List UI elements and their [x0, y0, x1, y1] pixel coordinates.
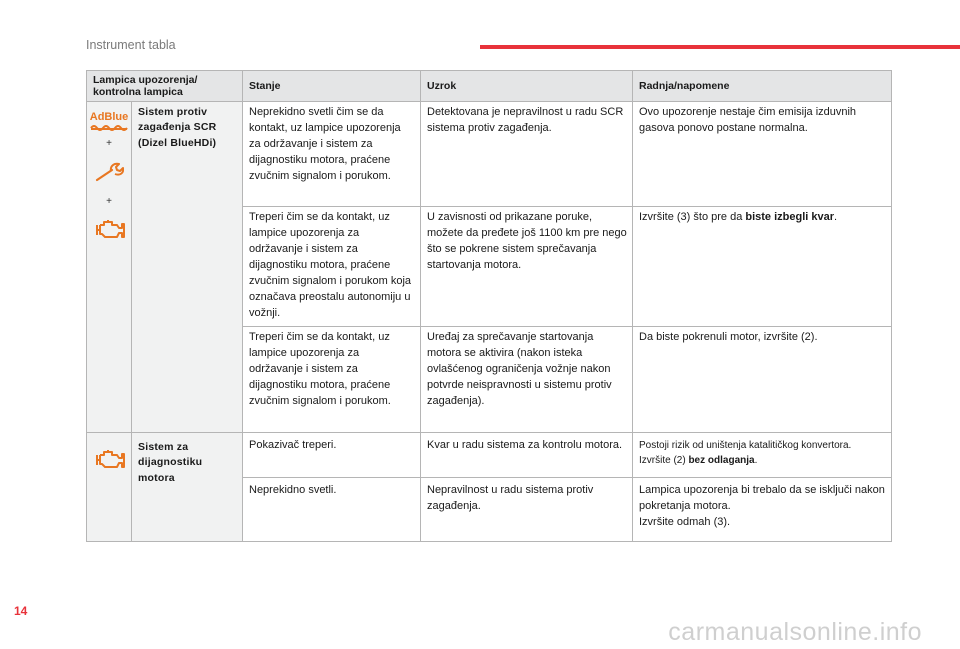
- cell-uzrok: U zavisnosti od prikazane poruke, možete da pređete još 1100 km pre nego što se pokrene sistem sprečavanja startovanja motora.: [421, 207, 633, 327]
- column-header-lamp: Lampica upozorenja/ kontrolna lampica: [87, 71, 243, 102]
- system-label-scr-text: Sistem protiv zagađenja SCR (Dizel BlueHDi): [138, 106, 217, 149]
- table-header-row: [87, 71, 892, 102]
- radnja-line: Postoji rizik od uništenja katalitičkog konvertora.: [639, 440, 852, 452]
- plus-sign: +: [106, 138, 112, 150]
- icon-cell-scr: [87, 102, 132, 433]
- radnja-text-end: .: [834, 211, 838, 224]
- adblue-text: AdBlue: [89, 111, 129, 124]
- cell-radnja: [633, 207, 892, 327]
- system-label-diagnostics-text: Sistem za dijagnostiku motora: [138, 441, 203, 484]
- cell-radnja: Da biste pokrenuli motor, izvršite (2).: [633, 327, 892, 433]
- header-accent-bar: [480, 45, 960, 49]
- radnja-text: Izvršite (3) što pre da: [639, 211, 746, 224]
- plus-sign: +: [106, 196, 112, 208]
- system-label-scr: [132, 102, 243, 433]
- column-header-uzrok: Uzrok: [421, 71, 633, 102]
- table-row: [87, 102, 892, 207]
- radnja-emphasis: biste izbegli kvar: [745, 211, 835, 224]
- watermark: carmanualsonline.info: [668, 618, 922, 646]
- cell-uzrok: Kvar u radu sistema za kontrolu motora.: [421, 433, 633, 478]
- cell-radnja: [633, 478, 892, 542]
- engine-check-icon: [92, 217, 126, 247]
- cell-uzrok: Uređaj za sprečavanje startovanja motora se aktivira (nakon isteka ovlašćenog ograničenja vožnje nakon potvrde neispravnosti u sistemu protiv zagađenja).: [421, 327, 633, 433]
- engine-check-icon: [92, 447, 126, 477]
- cell-radnja: Ovo upozorenje nestaje čim emisija izduvnih gasova ponovo postane normalna.: [633, 102, 892, 207]
- service-wrench-icon: [94, 161, 124, 189]
- radnja-line: Lampica upozorenja bi trebalo da se isključi nakon pokretanja motora.: [639, 484, 885, 513]
- radnja-emphasis: bez odlaganja: [688, 455, 755, 467]
- page-section-title: Instrument tabla: [86, 38, 176, 52]
- cell-stanje: Treperi čim se da kontakt, uz lampice upozorenja za održavanje i sistem za dijagnostiku motora, praćene zvučnim signalom i porukom.: [243, 327, 421, 433]
- warning-lamps-table: [86, 70, 892, 542]
- radnja-line: [639, 453, 886, 468]
- adblue-icon: [90, 112, 129, 131]
- adblue-waves-icon: [90, 123, 129, 131]
- cell-stanje: Treperi čim se da kontakt, uz lampice upozorenja za održavanje i sistem za dijagnostiku motora, praćene zvučnim signalom i porukom koja označava preostalu autonomiju u vožnji.: [243, 207, 421, 327]
- radnja-text-end: .: [754, 455, 758, 467]
- cell-stanje: Neprekidno svetli čim se da kontakt, uz lampice upozorenja za održavanje i sistem za dijagnostiku motora, praćene zvučnim signalom i porukom.: [243, 102, 421, 207]
- column-header-stanje: Stanje: [243, 71, 421, 102]
- system-label-diagnostics: [132, 433, 243, 542]
- icon-cell-diagnostics: [87, 433, 132, 542]
- radnja-line: Izvršite odmah (3).: [639, 516, 731, 528]
- cell-uzrok: Detektovana je nepravilnost u radu SCR sistema protiv zagađenja.: [421, 102, 633, 207]
- cell-uzrok: Nepravilnost u radu sistema protiv zagađenja.: [421, 478, 633, 542]
- cell-stanje: Neprekidno svetli.: [243, 478, 421, 542]
- page-number: 14: [14, 604, 28, 618]
- cell-stanje: Pokazivač treperi.: [243, 433, 421, 478]
- column-header-radnja: Radnja/napomene: [633, 71, 892, 102]
- radnja-text: Izvršite (2): [639, 455, 689, 467]
- cell-radnja: [633, 433, 892, 478]
- table-row: [87, 433, 892, 478]
